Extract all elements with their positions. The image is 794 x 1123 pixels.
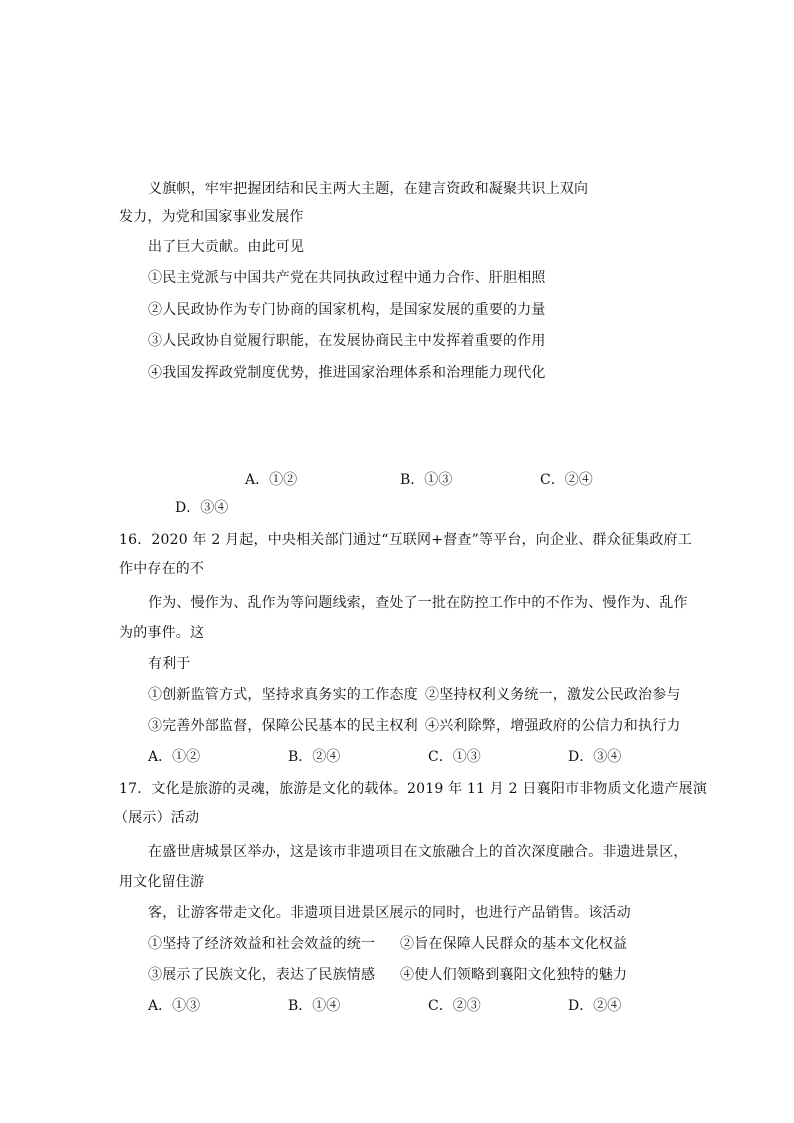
paragraph-line: 发力，为党和国家事业发展作 [119,209,304,225]
option-d: D．②④ [568,998,622,1014]
option-c: C．②③ [428,998,481,1014]
statement-3: ③完善外部监督，保障公民基本的民主权利 [148,718,418,734]
statement-3: ③展示了民族文化，表达了民族情感 [148,967,376,983]
option-d: D．③④ [568,749,622,765]
option-a: A．①② [148,749,201,765]
statement-4: ④使人们领略到襄阳文化独特的魅力 [400,967,628,983]
option-a: A．①② [245,472,298,488]
paragraph-line: 义旗帜，牢牢把握团结和民主两大主题，在建言资政和凝聚共识上双向 [148,181,589,197]
paragraph-line: 用文化留住游 [119,874,205,890]
statement-3: ③人民政协自觉履行职能，在发展协商民主中发挥着重要的作用 [148,333,546,349]
option-d: D．③④ [175,500,229,516]
option-c: C．①③ [428,749,481,765]
paragraph-line: 有利于 [148,656,191,672]
paragraph-line: 作为、慢作为、乱作为等问题线索，查处了一批在防控工作中的不作为、慢作为、乱作 [148,595,688,611]
paragraph-line: 客，让游客带走文化。非遗项目进景区展示的同时，也进行产品销售。该活动 [148,905,631,921]
option-a: A．①③ [148,998,201,1014]
statement-1: ①民主党派与中国共产党在共同执政过程中通力合作、肝胆相照 [148,270,546,286]
statement-2: ②坚持权利义务统一，激发公民政治参与 [425,687,681,703]
option-b: B．②④ [288,749,341,765]
statement-1: ①创新监管方式，坚持求真务实的工作态度 [148,687,418,703]
statement-2: ②人民政协作为专门协商的国家机构，是国家发展的重要的力量 [148,302,546,318]
statement-4: ④我国发挥政党制度优势，推进国家治理体系和治理能力现代化 [148,365,546,381]
option-b: B．①③ [400,472,453,488]
statement-2: ②旨在保障人民群众的基本文化权益 [400,936,628,952]
option-b: B．①④ [288,998,341,1014]
question-16-text: 16．2020 年 2 月起，中央相关部门通过“互联网+督查”等平台，向企业、群众征集政府工 [119,532,692,548]
statement-4: ④兴利除弊，增强政府的公信力和执行力 [425,718,681,734]
statement-1: ①坚持了经济效益和社会效益的统一 [148,936,376,952]
option-c: C．②④ [540,472,593,488]
paragraph-line: （展示）活动 [114,810,200,826]
paragraph-line: 为的事件。这 [119,625,205,641]
paragraph-line: 作中存在的不 [119,561,205,577]
paragraph-line: 出了巨大贡献。由此可见 [148,239,305,255]
paragraph-line: 在盛世唐城景区举办，这是该市非遗项目在文旅融合上的首次深度融合。非遗进景区， [148,844,688,860]
question-17-text: 17．文化是旅游的灵魂，旅游是文化的载体。2019 年 11 月 2 日襄阳市非物质文化遗产展演 [119,781,708,797]
